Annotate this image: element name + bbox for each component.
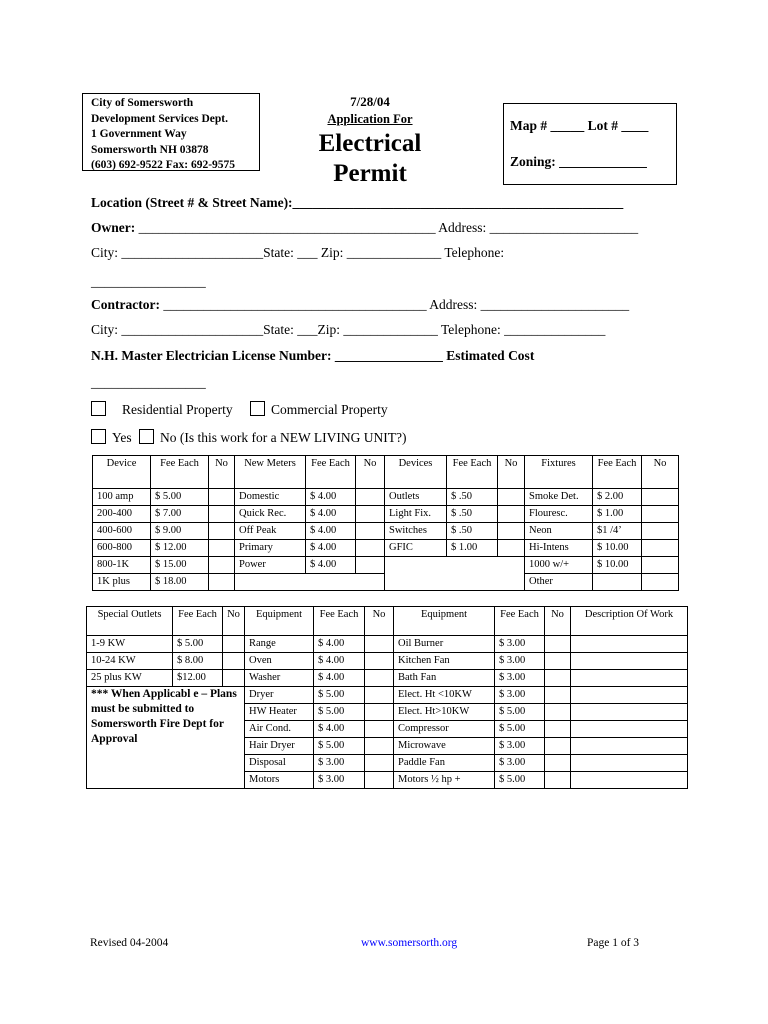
table-cell: Outlets [385,489,447,506]
table-cell[interactable] [356,557,385,574]
table-cell: $ 3.00 [314,755,365,772]
table-cell: Oven [245,653,314,670]
header-cell: Fee Each [306,456,356,489]
table-cell[interactable] [223,636,245,653]
table-cell[interactable] [545,738,571,755]
table-cell: Motors ½ hp + [394,772,495,789]
table-cell: Domestic [235,489,306,506]
table-row [93,557,679,574]
table-cell: $ 5.00 [314,738,365,755]
table-cell: $ 4.00 [314,653,365,670]
header-cell: Device [93,456,151,489]
application-for: Application For [327,112,413,126]
table-cell[interactable] [571,670,688,687]
table-row [93,506,679,523]
table-cell: $ .50 [447,523,498,540]
address-line: 1 Government Way [91,128,187,140]
table-cell[interactable] [571,704,688,721]
table-cell: $ 4.00 [306,557,356,574]
empty-merged-cell [235,574,385,591]
address-line: City of Somersworth [91,97,194,109]
table-cell: Microwave [394,738,495,755]
map-lot-field[interactable]: Map # _____ Lot # ____ [510,118,649,133]
table-cell[interactable] [545,721,571,738]
table-cell[interactable] [571,636,688,653]
table-cell[interactable] [593,574,642,591]
table-cell: $ 5.00 [495,704,545,721]
table-cell: Other [525,574,593,591]
contractor-field[interactable] [91,297,629,313]
table-cell: Hi-Intens [525,540,593,557]
fee-table-equipment [86,606,688,789]
header-cell: No [498,456,525,489]
table-header-row [87,607,688,636]
table-cell: Washer [245,670,314,687]
header-cell: No [209,456,235,489]
table-cell[interactable] [365,738,394,755]
no-checkbox[interactable] [139,429,154,444]
table-cell: $ 9.00 [151,523,209,540]
table-cell[interactable] [365,772,394,789]
table-cell: $ 3.00 [495,670,545,687]
table-cell[interactable] [223,653,245,670]
address-line: Development Services Dept. [91,112,229,125]
table-cell: $ .50 [447,489,498,506]
table-row [93,523,679,540]
table-cell: $ 4.00 [306,523,356,540]
table-cell: Smoke Det. [525,489,593,506]
table-cell: Motors [245,772,314,789]
table-cell[interactable] [545,772,571,789]
table-cell[interactable] [545,687,571,704]
table-cell[interactable] [209,506,235,523]
table-cell[interactable] [642,489,679,506]
table-cell[interactable] [356,506,385,523]
table-cell: $ 4.00 [314,721,365,738]
table-cell: $ 4.00 [306,540,356,557]
table-cell: $ 5.00 [314,687,365,704]
table-cell: 400-600 [93,523,151,540]
header-cell: Special Outlets [87,607,173,636]
header-cell: Fee Each [173,607,223,636]
table-cell[interactable] [498,523,525,540]
license-field[interactable]: N.H. Master Electrician License Number: ________________ Estimated Cost [91,348,535,363]
table-cell: 800-1K [93,557,151,574]
table-cell: $ 5.00 [173,636,223,653]
property-type-row [91,401,388,418]
table-cell: 100 amp [93,489,151,506]
no-label: No (Is this work for a NEW LIVING UNIT?) [160,430,407,445]
table-cell: 200-400 [93,506,151,523]
header-cell: Fee Each [151,456,209,489]
fire-dept-note: *** When Applicabl e – Plans must be submitted to Somersworth Fire Dept for Approval [87,687,245,789]
table-cell: $ 3.00 [495,687,545,704]
table-row [87,670,688,687]
table-cell: Hair Dryer [245,738,314,755]
table-cell: $ 4.00 [306,489,356,506]
website-link[interactable]: www.somersorth.org [361,937,458,949]
table-cell[interactable] [223,670,245,687]
table-cell: 25 plus KW [87,670,173,687]
table-cell: $ 2.00 [593,489,642,506]
table-cell[interactable] [642,557,679,574]
table-cell: Neon [525,523,593,540]
table-cell[interactable] [545,704,571,721]
header-cell: Equipment [394,607,495,636]
table-row [87,687,688,704]
table-row [93,489,679,506]
table-cell: $ 8.00 [173,653,223,670]
table-cell[interactable] [498,489,525,506]
table-cell: $ 4.00 [314,636,365,653]
table-cell[interactable] [545,636,571,653]
header-cell: Fee Each [314,607,365,636]
empty-merged-cell [385,557,525,591]
table-row [87,636,688,653]
table-cell[interactable] [209,574,235,591]
table-cell: $ 3.00 [495,636,545,653]
table-cell[interactable] [498,506,525,523]
table-cell: 10-24 KW [87,653,173,670]
table-cell: $ 10.00 [593,540,642,557]
header-cell: New Meters [235,456,306,489]
table-cell: $ 1.00 [593,506,642,523]
table-cell: Dryer [245,687,314,704]
table-cell: Power [235,557,306,574]
header-cell: Devices [385,456,447,489]
owner-city-field[interactable]: City: _____________________State: ___ Zip: ______________ Telephone: [91,245,505,260]
table-cell: Oil Burner [394,636,495,653]
table-cell: Paddle Fan [394,755,495,772]
table-cell: $ 15.00 [151,557,209,574]
address-line: Somersworth NH 03878 [91,143,209,156]
location-field[interactable]: Location (Street # & Street Name):_________________________________________________ [91,195,624,210]
table-cell: $ 5.00 [151,489,209,506]
table-cell[interactable] [365,653,394,670]
table-header-row [93,456,679,489]
header-cell: Fee Each [447,456,498,489]
owner-label: Owner: [91,220,136,235]
title-electrical: Electrical [318,130,422,157]
table-cell: $ 4.00 [314,670,365,687]
table-cell[interactable] [642,523,679,540]
table-cell[interactable] [571,772,688,789]
header-cell: Fee Each [593,456,642,489]
table-cell[interactable] [571,738,688,755]
header-cell: No [642,456,679,489]
table-cell[interactable] [642,574,679,591]
table-cell: $1 /4’ [593,523,642,540]
table-cell[interactable] [498,540,525,557]
commercial-checkbox[interactable] [250,401,265,416]
table-cell: Kitchen Fan [394,653,495,670]
table-cell: Switches [385,523,447,540]
header-cell: Fee Each [495,607,545,636]
table-cell[interactable] [571,721,688,738]
table-cell[interactable] [642,540,679,557]
zoning-field[interactable]: Zoning: _____________ [510,154,647,169]
owner-field[interactable] [91,220,638,236]
table-cell[interactable] [209,489,235,506]
table-cell: 1-9 KW [87,636,173,653]
table-cell: Disposal [245,755,314,772]
table-cell: 1000 w/+ [525,557,593,574]
table-cell[interactable] [356,523,385,540]
table-cell: $ 5.00 [495,721,545,738]
form-date: 7/28/04 [350,94,390,109]
table-cell: $ 12.00 [151,540,209,557]
table-cell[interactable] [571,755,688,772]
address-line: (603) 692-9522 Fax: 692-9575 [91,159,236,171]
table-cell[interactable] [365,755,394,772]
contractor-label: Contractor: [91,297,160,312]
table-cell: Light Fix. [385,506,447,523]
yes-checkbox[interactable] [91,429,106,444]
page-number: Page 1 of 3 [587,937,640,949]
table-cell[interactable] [571,687,688,704]
table-cell: 1K plus [93,574,151,591]
table-cell[interactable] [365,687,394,704]
form-title [290,94,450,189]
residential-checkbox[interactable] [91,401,106,416]
table-cell: $12.00 [173,670,223,687]
map-lot-zoning-box [503,103,677,185]
owner-address-line: ____________________________________________ Address: ______________________ [135,220,639,235]
table-cell[interactable] [365,721,394,738]
revised-date: Revised 04-2004 [90,937,169,949]
new-living-unit-row [91,429,406,446]
table-cell[interactable] [365,636,394,653]
contractor-address-line: _______________________________________ Address: ______________________ [159,297,630,312]
table-cell: Quick Rec. [235,506,306,523]
header-cell: No [223,607,245,636]
table-cell[interactable] [209,557,235,574]
header-cell: No [545,607,571,636]
table-cell: $ 3.00 [495,755,545,772]
table-cell: Flouresc. [525,506,593,523]
header-cell: Description Of Work [571,607,688,636]
table-cell[interactable] [365,704,394,721]
table-cell[interactable] [545,653,571,670]
table-cell[interactable] [209,523,235,540]
fee-table-devices [92,455,679,591]
table-cell: $ 4.00 [306,506,356,523]
table-cell: $ 5.00 [314,704,365,721]
table-cell[interactable] [642,506,679,523]
header-cell: Equipment [245,607,314,636]
table-row [93,540,679,557]
table-cell: $ 3.00 [495,653,545,670]
header-cell: No [365,607,394,636]
table-cell: Primary [235,540,306,557]
table-cell: Range [245,636,314,653]
yes-label: Yes [112,430,132,445]
table-cell: HW Heater [245,704,314,721]
table-cell[interactable] [209,540,235,557]
table-cell[interactable] [545,670,571,687]
table-cell: Off Peak [235,523,306,540]
table-cell: 600-800 [93,540,151,557]
table-cell[interactable] [365,670,394,687]
table-cell[interactable] [356,489,385,506]
table-cell: $ 10.00 [593,557,642,574]
table-cell: $ 5.00 [495,772,545,789]
header-cell: No [356,456,385,489]
table-cell: GFIC [385,540,447,557]
table-cell: Elect. Ht <10KW [394,687,495,704]
table-cell: $ 18.00 [151,574,209,591]
estimated-cost-line[interactable]: _________________ [91,375,206,390]
table-cell: Air Cond. [245,721,314,738]
table-cell: Bath Fan [394,670,495,687]
title-permit: Permit [333,160,407,187]
residential-label: Residential Property [122,402,233,417]
department-address-box [82,93,260,171]
table-cell: Elect. Ht>10KW [394,704,495,721]
owner-telephone-line[interactable]: _________________ [91,274,206,289]
table-cell: $ 3.00 [314,772,365,789]
table-cell[interactable] [571,653,688,670]
header-cell: Fixtures [525,456,593,489]
table-cell: Compressor [394,721,495,738]
table-cell[interactable] [545,755,571,772]
table-cell: $ 1.00 [447,540,498,557]
commercial-label: Commercial Property [270,402,388,417]
table-cell[interactable] [356,540,385,557]
table-cell: $ 3.00 [495,738,545,755]
table-row [87,653,688,670]
table-cell: $ 7.00 [151,506,209,523]
table-cell: $ .50 [447,506,498,523]
contractor-city-field[interactable]: City: _____________________State: ___Zip: ______________ Telephone: _______________ [91,322,606,337]
